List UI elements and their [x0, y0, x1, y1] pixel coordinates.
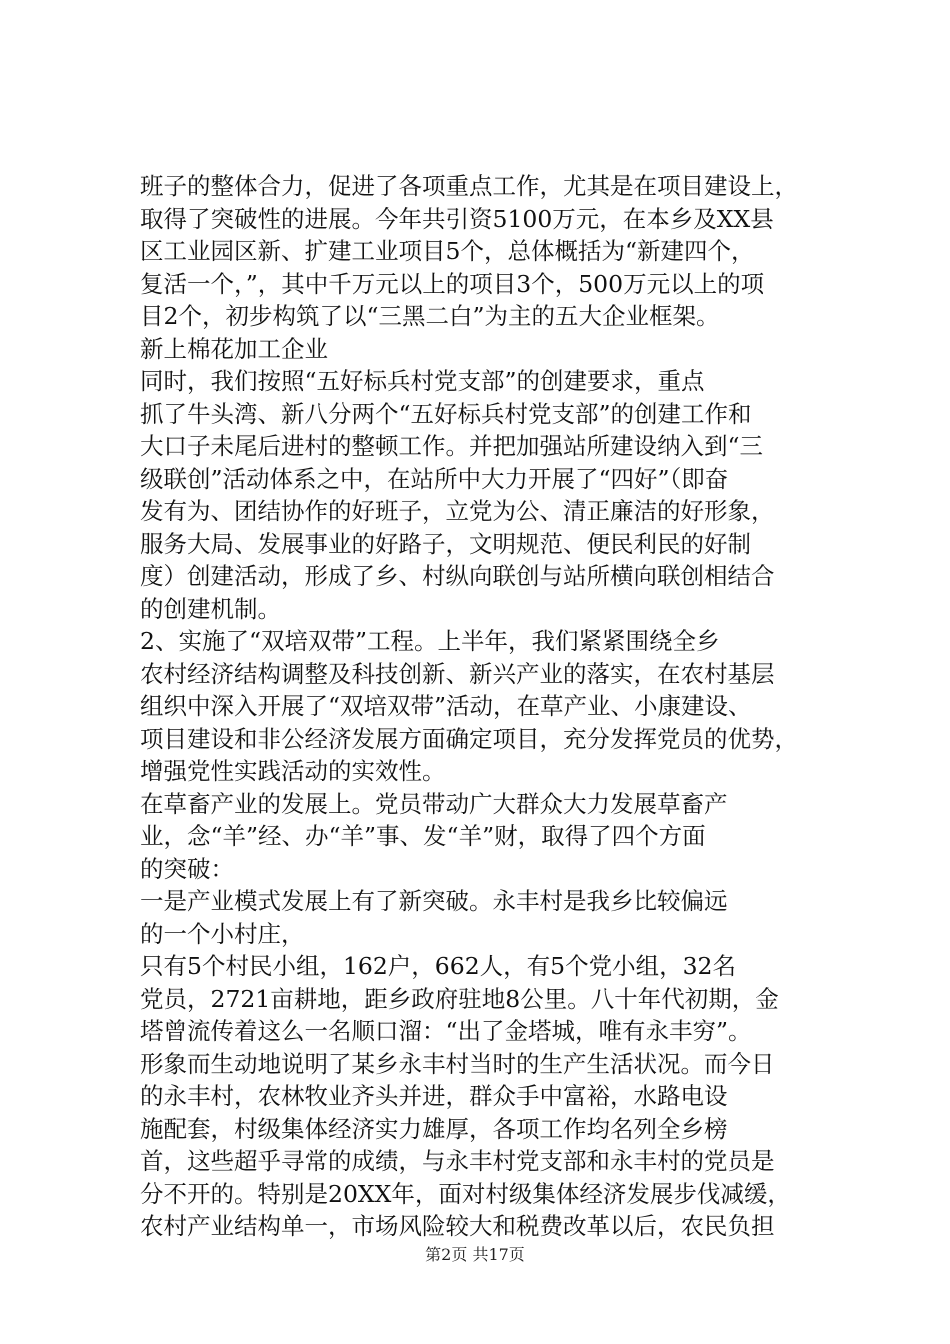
text-line: 的一个小村庄，	[140, 919, 305, 948]
text-line: 级联创”活动体系之中，在站所中大力开展了“四好”（即奋	[140, 464, 729, 493]
text-line: 施配套，村级集体经济实力雄厚，各项工作均名列全乡榜	[140, 1114, 728, 1143]
text-line: 服务大局、发展事业的好路子，文明规范、便民利民的好制	[140, 529, 751, 558]
text-line: 分不开的。特别是20XX年，面对村级集体经济发展步伐减缓，	[140, 1179, 791, 1208]
text-line: 项目建设和非公经济发展方面确定项目，充分发挥党员的优势，	[140, 724, 798, 753]
text-line: 同时，我们按照“五好标兵村党支部”的创建要求，重点	[140, 367, 705, 395]
text-line: 的永丰村，农林牧业齐头并进，群众手中富裕，水路电设	[140, 1082, 728, 1110]
text-line: 组织中深入开展了“双培双带”活动，在草产业、小康建设、	[140, 692, 752, 720]
text-line: 发有为、团结协作的好班子，立党为公、清正廉洁的好形象，	[140, 497, 775, 525]
text-line: 形象而生动地说明了某乡永丰村当时的生产生活状况。而今日	[140, 1049, 775, 1078]
text-line: 首，这些超乎寻常的成绩，与永丰村党支部和永丰村的党员是	[140, 1147, 775, 1175]
text-line: 塔曾流传着这么一名顺口溜：“出了金塔城，唯有永丰穷”。	[140, 1017, 752, 1045]
text-line: 只有5个村民小组，162户，662人，有5个党小组，32名	[140, 952, 737, 980]
text-line: 2、实施了“双培双带”工程。上半年，我们紧紧围绕全乡	[140, 627, 720, 655]
text-line: 农村经济结构调整及科技创新、新兴产业的落实，在农村基层	[140, 659, 775, 688]
text-line: 的突破：	[140, 854, 234, 883]
text-line: 取得了突破性的进展。今年共引资5100万元，在本乡及XX县	[140, 204, 774, 233]
text-line: 度）创建活动，形成了乡、村纵向联创与站所横向联创相结合	[140, 562, 775, 590]
text-line: 增强党性实践活动的实效性。	[140, 757, 446, 785]
text-line: 班子的整体合力，促进了各项重点工作，尤其是在项目建设上，	[140, 172, 798, 200]
text-line: 新上棉花加工企业	[140, 334, 328, 363]
text-line: 目2个，初步构筑了以“三黑二白”为主的五大企业框架。	[140, 302, 720, 330]
text-line: 区工业园区新、扩建工业项目5个，总体概括为“新建四个，	[140, 237, 755, 265]
text-line: 复活一个，”，其中千万元以上的项目3个，500万元以上的项	[140, 269, 765, 298]
text-line: 抓了牛头湾、新八分两个“五好标兵村党支部”的创建工作和	[140, 399, 752, 428]
text-line: 党员，2721亩耕地，距乡政府驻地8公里。八十年代初期，金	[140, 984, 779, 1013]
text-line: 的创建机制。	[140, 594, 281, 623]
text-line: 大口子未尾后进村的整顿工作。并把加强站所建设纳入到“三	[140, 432, 764, 460]
text-line: 一是产业模式发展上有了新突破。永丰村是我乡比较偏远	[140, 887, 728, 915]
page-footer: 第2页 共17页	[425, 1245, 525, 1264]
body-text	[140, 170, 840, 1243]
text-line: 农村产业结构单一，市场风险较大和税费改革以后，农民负担	[140, 1212, 775, 1240]
text-line: 业，念“羊”经、办“羊”事、发“羊”财，取得了四个方面	[140, 822, 706, 850]
text-line: 在草畜产业的发展上。党员带动广大群众大力发展草畜产	[140, 789, 728, 818]
